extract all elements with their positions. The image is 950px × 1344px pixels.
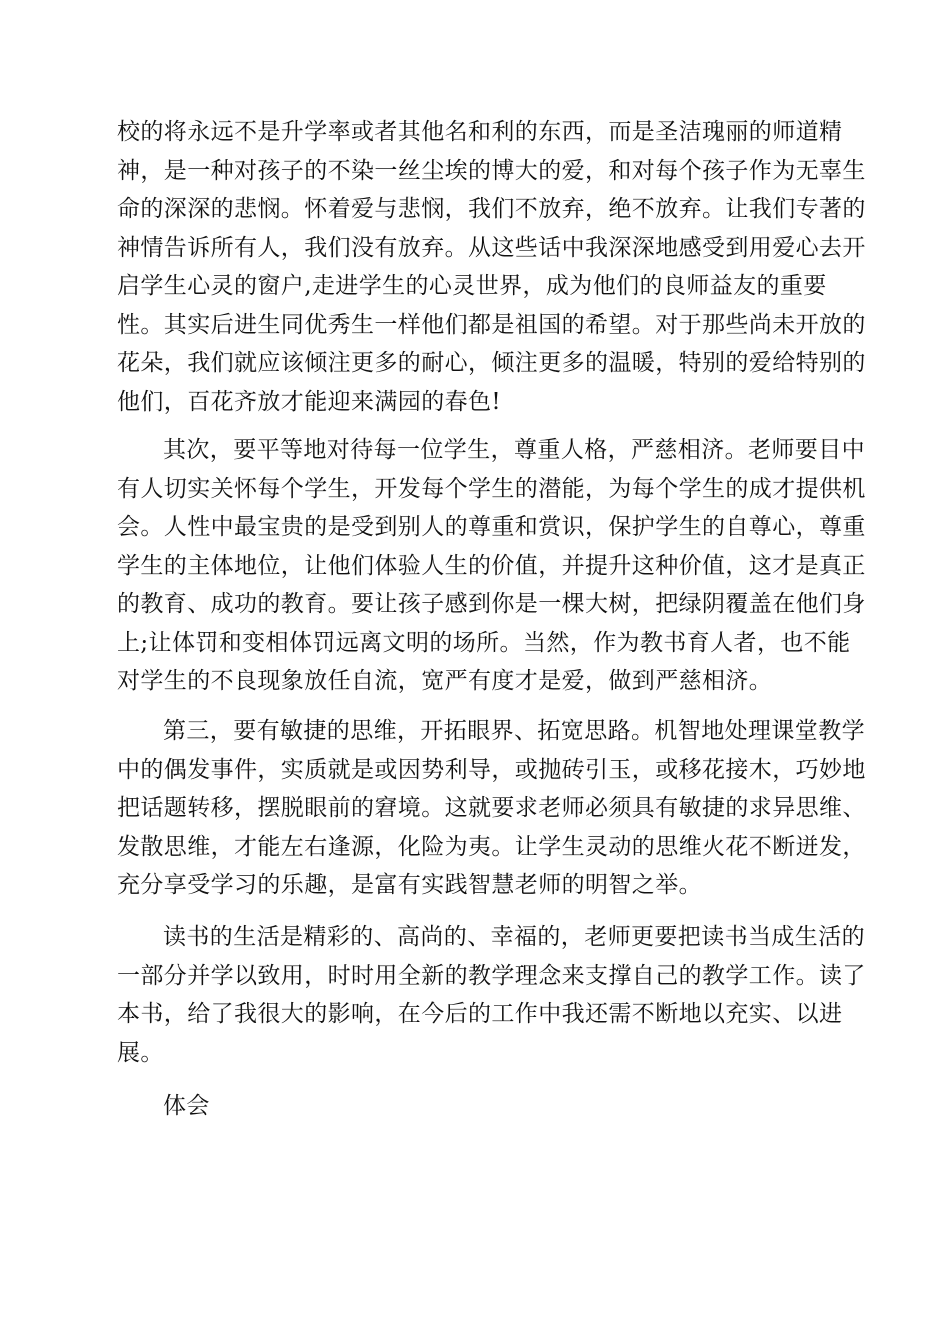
paragraph-reading [117,918,866,1072]
text-line: 的教育、成功的教育。要让孩子感到你是一棵大树，把绿阴覆盖在他们身 [117,591,866,617]
text-line: 本书，给了我很大的影响，在今后的工作中我还需不断地以充实、以进 [117,1001,843,1027]
text-line: 其次，要平等地对待每一位学生，尊重人格，严慈相济。老师要目中 [163,437,865,463]
paragraph-continuation [117,113,866,421]
text-line: 有人切实关怀每个学生，开发每个学生的潜能，为每个学生的成才提供机 [117,475,866,502]
text-line: 会。人性中最宝贵的是受到别人的尊重和赏识，保护学生的自尊心，尊重 [117,514,866,540]
text-line: 启学生心灵的窗户,走进学生的心灵世界，成为他们的良师益友的重要 [117,273,827,299]
text-line: 神，是一种对孩子的不染一丝尘埃的博大的爱，和对每个孩子作为无辜生 [117,157,866,184]
text-line: 把话题转移，摆脱眼前的窘境。这就要求老师必须具有敏捷的求异思维、 [117,795,866,821]
text-line: 他们，百花齐放才能迎来满园的春色! [117,388,502,415]
text-line: 充分享受学习的乐趣，是富有实践智慧老师的明智之举。 [117,872,702,898]
text-line: 命的深深的悲悯。怀着爱与悲悯，我们不放弃，绝不放弃。让我们专著的 [117,196,866,222]
text-line: 对学生的不良现象放任自流，宽严有度才是爱，做到严慈相济。 [117,668,773,694]
paragraph-thinking [117,712,866,905]
text-line: 神情告诉所有人，我们没有放弃。从这些话中我深深地感受到用爱心去开 [117,234,866,261]
text-line: 上;让体罚和变相体罚远离文明的场所。当然，作为教书育人者，也不能 [117,629,851,656]
text-line: 读书的生活是精彩的、高尚的、幸福的，老师更要把读书当成生活的 [163,924,865,950]
text-line: 校的将永远不是升学率或者其他名和利的东西，而是圣洁瑰丽的师道精 [117,119,843,145]
text-line: 性。其实后进生同优秀生一样他们都是祖国的希望。对于那些尚未开放的 [117,311,866,338]
paragraph-equality [117,431,866,701]
heading-text: 体会 [163,1093,210,1119]
text-line: 花朵，我们就应该倾注更多的耐心，倾注更多的温暖，特别的爱给特别的 [117,350,866,376]
section-heading [117,1087,837,1126]
text-line: 学生的主体地位，让他们体验人生的价值，并提升这种价值，这才是真正 [117,552,866,579]
text-line: 展。 [117,1039,164,1066]
text-line: 发散思维，才能左右逢源，化险为夷。让学生灵动的思维火花不断迸发， [117,833,866,860]
text-line: 第三，要有敏捷的思维，开拓眼界、拓宽思路。机智地处理课堂教学 [163,718,865,744]
text-line: 一部分并学以致用，时时用全新的教学理念来支撑自己的教学工作。读了 [117,962,866,989]
text-line: 中的偶发事件，实质就是或因势利导，或抛砖引玉，或移花接木，巧妙地 [117,756,866,783]
